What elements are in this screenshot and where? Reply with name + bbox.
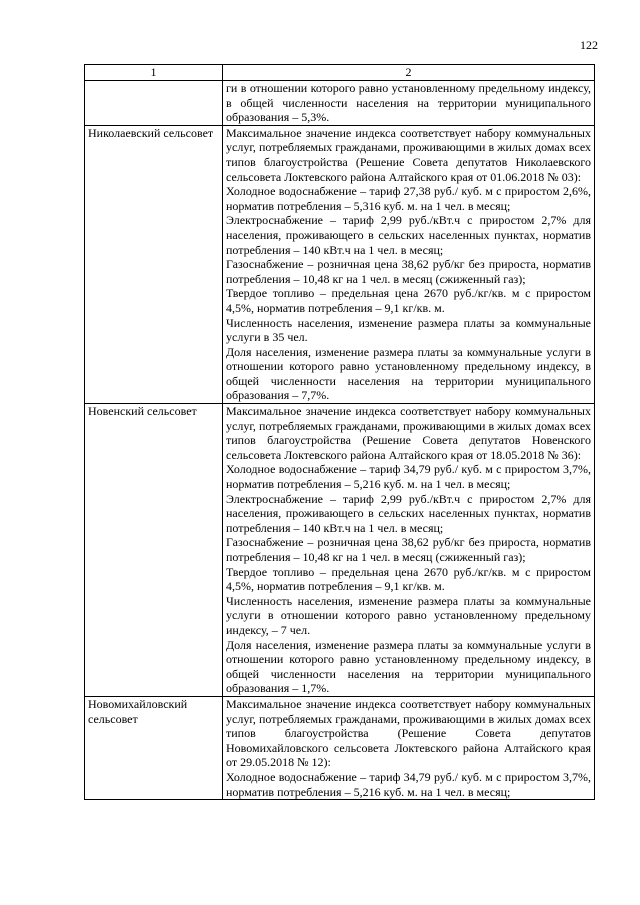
paragraph: Максимальное значение индекса соответствует набору коммунальных услуг, потребляемых гражданами, проживающими в жилых домах всех типов благоустройства (Решение Совета депутатов Николаевского сельсовета Локтевского района Алтайского края от 01.06.2018 № 03): — [226, 125, 591, 184]
paragraph: Доля населения, изменение размера платы за коммунальные услуги в отношении которого равно установленному предельному индексу, в общей численности населения на территории муниципального образования – 1,7%. — [226, 637, 591, 696]
table-header-row — [85, 65, 595, 81]
table-row — [85, 404, 595, 697]
municipality-name — [85, 81, 223, 126]
table-row — [85, 696, 595, 799]
municipality-name: Николаевский сельсовет — [85, 125, 223, 403]
municipality-name: Новенский сельсовет — [85, 404, 223, 697]
paragraph: Газоснабжение – розничная цена 38,62 руб/кг без прироста, норматив потребления – 10,48 кг на 1 чел. в месяц (сжиженный газ); — [226, 535, 591, 564]
paragraph: Холодное водоснабжение – тариф 34,79 руб./ куб. м с приростом 3,7%, норматив потребления – 5,216 куб. м. на 1 чел. в месяц; — [226, 769, 591, 799]
table-body — [85, 81, 595, 800]
column-header: 2 — [223, 65, 595, 81]
description-cell — [223, 404, 595, 697]
paragraph: Электроснабжение – тариф 2,99 руб./кВт.ч с приростом 2,7% для населения, проживающего в сельских населенных пунктах, норматив потребления – 140 кВт.ч на 1 чел. в месяц; — [226, 213, 591, 257]
municipality-name: Новомихайловский сельсовет — [85, 696, 223, 799]
paragraph: Доля населения, изменение размера платы за коммунальные услуги в отношении которого равно установленному предельному индексу, в общей численности населения на территории муниципального образования – 7,7%. — [226, 344, 591, 403]
paragraph: Твердое топливо – предельная цена 2670 руб./кг/кв. м с приростом 4,5%, норматив потребления – 9,1 кг/кв. м. — [226, 286, 591, 315]
paragraph: Холодное водоснабжение – тариф 27,38 руб./ куб. м с приростом 2,6%, норматив потребления – 5,316 куб. м. на 1 чел. в месяц; — [226, 184, 591, 213]
description-cell — [223, 696, 595, 799]
paragraph: Электроснабжение – тариф 2,99 руб./кВт.ч с приростом 2,7% для населения, проживающего в сельских населенных пунктах, норматив потребления – 140 кВт.ч на 1 чел. в месяц; — [226, 491, 591, 535]
page-number: 122 — [580, 38, 598, 52]
paragraph: Твердое топливо – предельная цена 2670 руб./кг/кв. м с приростом 4,5%, норматив потребления – 9,1 кг/кв. м. — [226, 564, 591, 594]
paragraph: Холодное водоснабжение – тариф 34,79 руб./ куб. м с приростом 3,7%, норматив потребления – 5,216 куб. м. на 1 чел. в месяц; — [226, 462, 591, 492]
table-row — [85, 125, 595, 403]
paragraph: Максимальное значение индекса соответствует набору коммунальных услуг, потребляемых гражданами, проживающими в жилых домах всех типов благоустройства (Решение Совета депутатов Новенского сельсовета Локтевского района Алтайского края от 18.05.2018 № 36): — [226, 404, 591, 462]
paragraph: Численность населения, изменение размера платы за коммунальные услуги в 35 чел. — [226, 315, 591, 345]
paragraph: ги в отношении которого равно установленному предельному индексу, в общей численности населения на территории муниципального образования – 5,3%. — [226, 81, 591, 125]
table-row — [85, 81, 595, 126]
column-header: 1 — [85, 65, 223, 81]
paragraph: Максимальное значение индекса соответствует набору коммунальных услуг, потребляемых гражданами, проживающими в жилых домах всех типов благоустройства (Решение Совета депутатов Новомихайловского сельсовета Локтевского района Алтайского края от 29.05.2018 № 12): — [226, 696, 591, 770]
description-cell — [223, 81, 595, 126]
paragraph: Численность населения, изменение размера платы за коммунальные услуги в отношении которого равно установленному предельному индексу, – 7 чел. — [226, 593, 591, 637]
paragraph: Газоснабжение – розничная цена 38,62 руб/кг без прироста, норматив потребления – 10,48 кг на 1 чел. в месяц (сжиженный газ); — [226, 257, 591, 286]
document-table — [84, 64, 595, 800]
description-cell — [223, 125, 595, 403]
